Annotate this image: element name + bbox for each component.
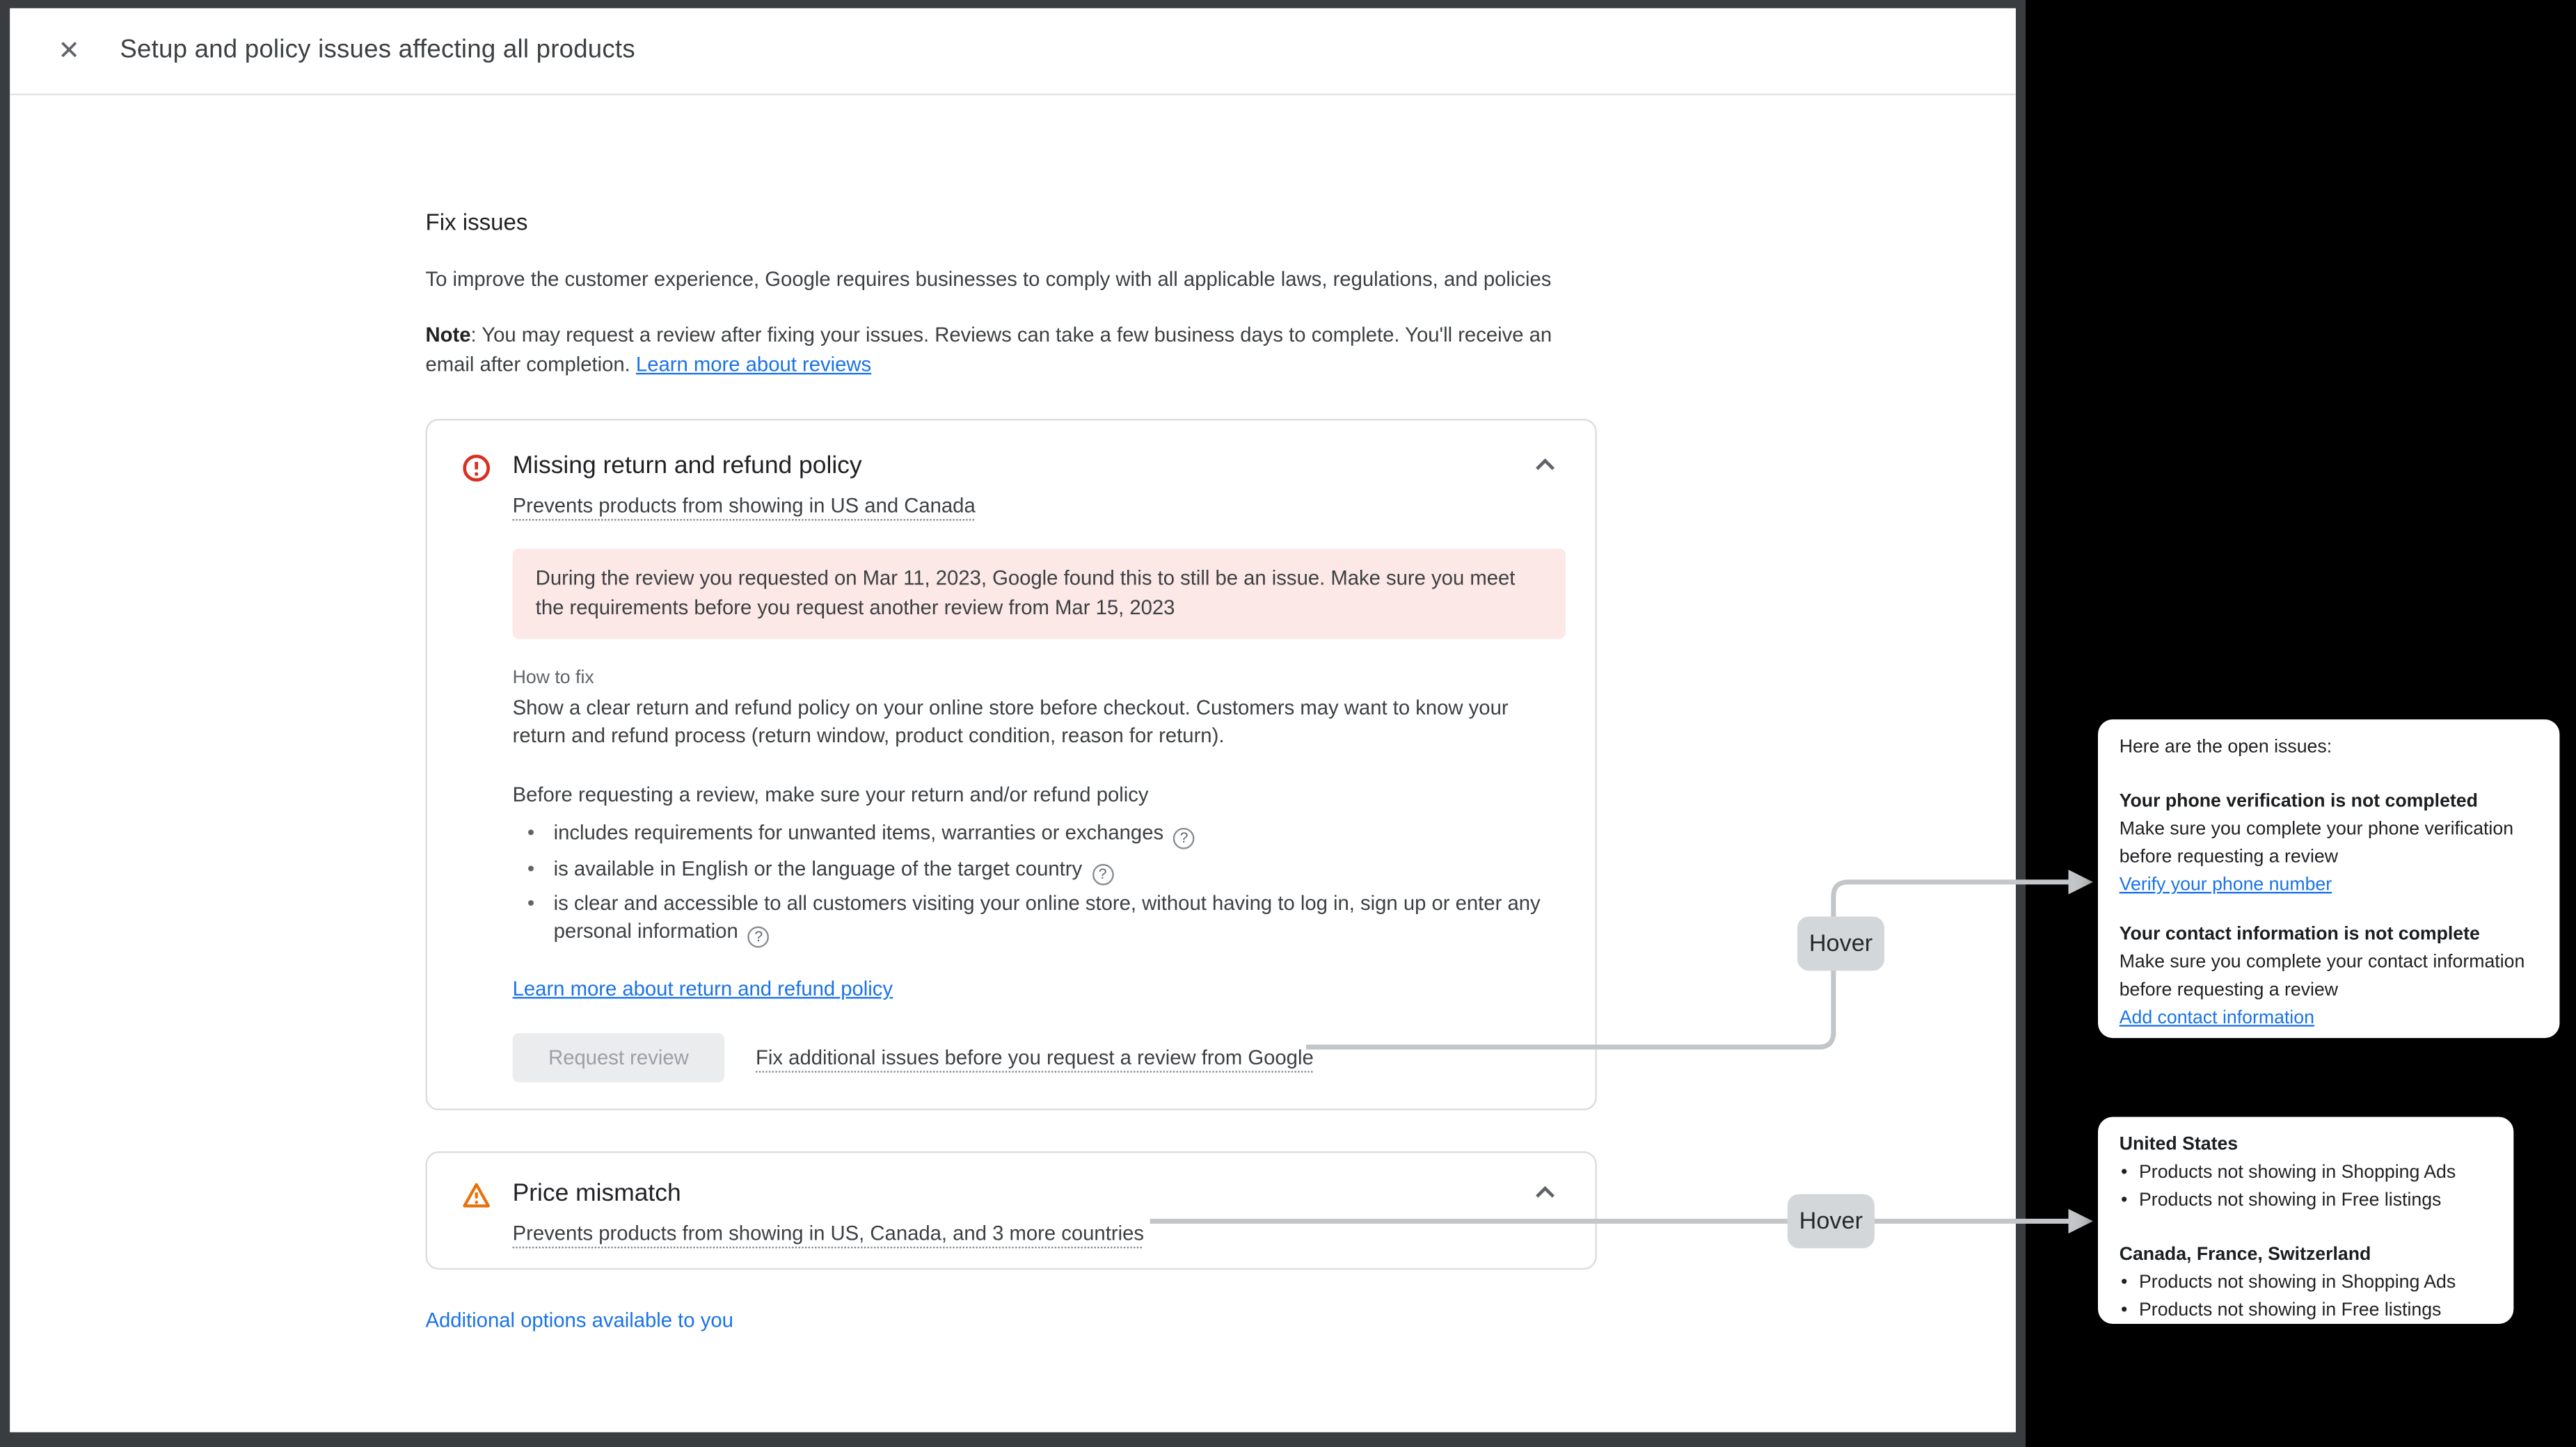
verify-phone-link[interactable]: Verify your phone number — [2119, 875, 2332, 895]
learn-more-return-policy-link[interactable]: Learn more about return and refund policy — [512, 977, 893, 1000]
add-contact-link[interactable]: Add contact information — [2119, 1008, 2314, 1028]
hover-annotation-label: Hover — [1797, 916, 1884, 970]
learn-more-reviews-link[interactable]: Learn more about reviews — [635, 352, 872, 376]
bullet-icon: • — [2121, 1300, 2128, 1321]
list-item — [527, 820, 1555, 849]
checklist-item-text: is available in English or the language of the target country — [553, 856, 1083, 880]
list-item — [527, 855, 1555, 884]
checklist — [527, 820, 1555, 947]
warning-icon — [461, 1181, 491, 1210]
tooltip-section-heading: Your contact information is not complete — [2119, 925, 2480, 945]
tooltip-open-issues — [2098, 719, 2559, 1038]
additional-options-link[interactable]: Additional options available to you — [425, 1309, 733, 1332]
tooltip-section-body: Make sure you complete your phone verification before requesting a review — [2119, 820, 2514, 868]
note-paragraph — [425, 322, 1591, 380]
tooltip-section — [2120, 1132, 2492, 1215]
request-review-button[interactable]: Request review — [513, 1033, 725, 1082]
help-icon[interactable]: ? — [1173, 828, 1195, 849]
checklist-item-text: includes requirements for unwanted items, warranties or exchanges — [553, 821, 1164, 845]
tooltip-section-heading: Your phone verification is not completed — [2119, 792, 2478, 812]
error-icon — [461, 454, 491, 483]
review-notice-banner: During the review you requested on Mar 11, 2023, Google found this to still be an issue. Make sure you meet the requirements before you request another review from Mar 15, 2023 — [513, 549, 1566, 639]
bullet-icon: • — [2121, 1162, 2128, 1183]
list-item — [2120, 1160, 2492, 1188]
note-label: Note — [425, 323, 471, 347]
arrowhead-1 — [2068, 870, 2092, 894]
issue1-subtitle[interactable]: Prevents products from showing in US and Canada — [512, 494, 976, 518]
tooltip-item-text: Products not showing in Shopping Ads — [2139, 1272, 2456, 1293]
tooltip-item-text: Products not showing in Free listings — [2139, 1190, 2442, 1211]
close-icon[interactable]: ✕ — [58, 38, 80, 66]
note-text: : You may request a review after fixing your issues. Reviews can take a few business days to complete. You'll receive an email after completion. — [425, 323, 1552, 376]
tooltip-item-text: Products not showing in Shopping Ads — [2139, 1162, 2456, 1183]
tooltip-section — [2120, 788, 2538, 900]
dialog-header — [10, 8, 2016, 95]
tooltip-section — [2120, 1242, 2492, 1325]
chevron-up-icon[interactable] — [1534, 1186, 1556, 1199]
help-icon[interactable]: ? — [748, 925, 770, 947]
checklist-item-text: is clear and accessible to all customers visiting your online store, without having to log in, sign up or enter any personal information — [553, 892, 1541, 943]
review-action-row — [513, 1033, 1596, 1082]
bullet-icon: • — [527, 892, 535, 916]
bullet-icon: • — [527, 821, 535, 845]
issue2-subtitle[interactable]: Prevents products from showing in US, Canada, and 3 more countries — [512, 1222, 1144, 1245]
issue2-header — [427, 1153, 1596, 1210]
dialog-title: Setup and policy issues affecting all products — [120, 35, 635, 65]
list-item — [2120, 1297, 2492, 1325]
issue-card-missing-return-policy — [425, 419, 1596, 1110]
tooltip-section-body: Make sure you complete your contact information before requesting a review — [2119, 952, 2525, 1000]
tooltip-item-text: Products not showing in Free listings — [2139, 1300, 2442, 1321]
tooltip-section — [2120, 922, 2538, 1034]
issue1-header — [427, 420, 1596, 483]
fix-issues-heading: Fix issues — [425, 208, 528, 235]
issue2-title: Price mismatch — [512, 1179, 681, 1208]
chevron-up-icon[interactable] — [1534, 458, 1556, 472]
arrowhead-2 — [2068, 1209, 2092, 1233]
bullet-icon: • — [2121, 1190, 2128, 1211]
how-to-fix-text: Show a clear return and refund policy on your online store before checkout. Customers may want to know your return and refund process (return window, product condition, reason for return). — [512, 696, 1509, 747]
bullet-icon: • — [527, 856, 535, 880]
tooltip-intro: Here are the open issues: — [2119, 737, 2332, 758]
list-item — [2120, 1188, 2492, 1215]
dialog-content — [425, 104, 1607, 1336]
list-item — [2120, 1270, 2492, 1297]
tooltip-countries — [2098, 1117, 2513, 1323]
bullet-icon: • — [2121, 1272, 2128, 1293]
list-item — [527, 890, 1555, 947]
issue-card-price-mismatch — [425, 1151, 1596, 1270]
how-to-fix-label: How to fix — [512, 668, 594, 689]
policy-issues-dialog — [10, 8, 2016, 1432]
tooltip-section-heading: United States — [2119, 1135, 2239, 1155]
help-icon[interactable]: ? — [1092, 863, 1113, 885]
intro-paragraph: To improve the customer experience, Google requires businesses to comply with all applicable laws, regulations, and policies — [425, 267, 1552, 291]
checklist-intro: Before requesting a review, make sure your return and/or refund policy — [512, 783, 1149, 807]
fix-additional-issues-text[interactable]: Fix additional issues before you request a review from Google — [756, 1046, 1314, 1070]
hover-annotation-label: Hover — [1788, 1194, 1875, 1248]
tooltip-section-heading: Canada, France, Switzerland — [2119, 1245, 2371, 1265]
issue1-title: Missing return and refund policy — [512, 451, 862, 480]
